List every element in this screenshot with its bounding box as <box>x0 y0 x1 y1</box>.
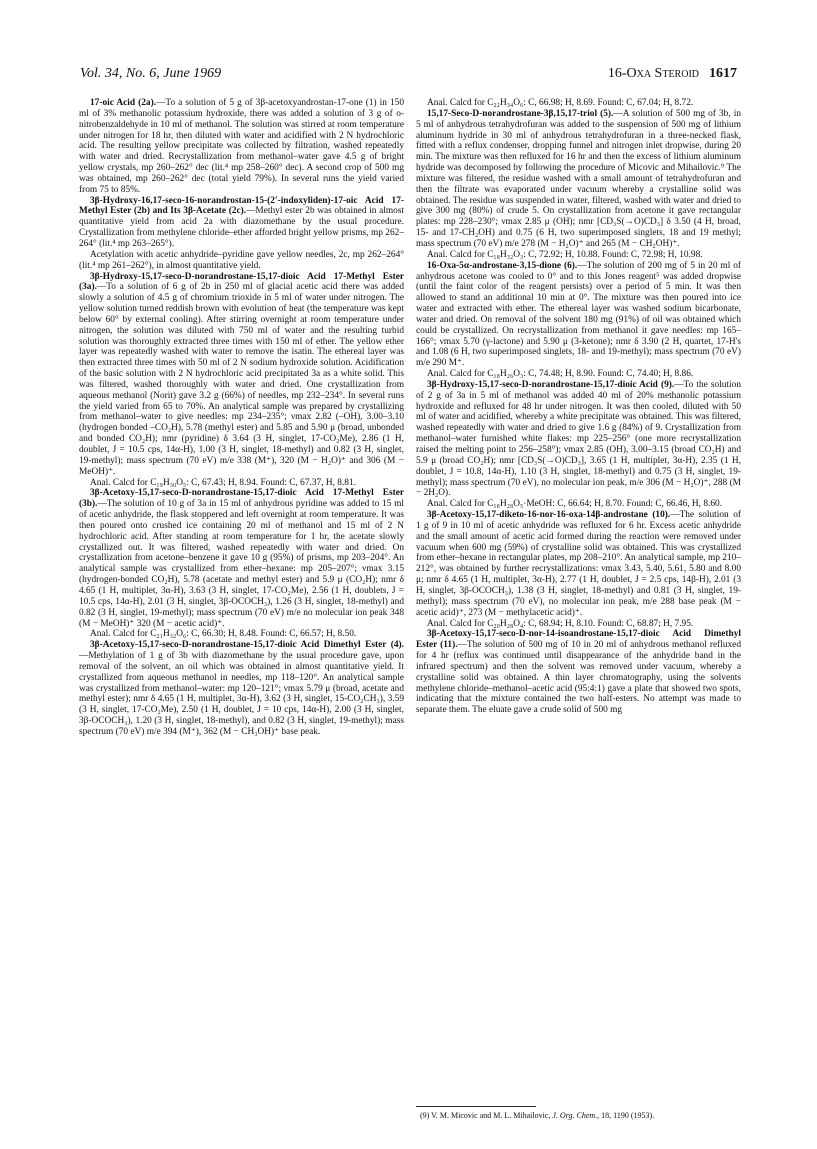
left-paragraph <box>79 640 404 738</box>
right-paragraph <box>416 629 741 716</box>
page-number: 1617 <box>709 66 737 81</box>
right-paragraph <box>416 619 741 630</box>
paragraph-text: Acetylation with acetic anhydride–pyridine gave yellow needles, 2c, mp 262–264° (lit.⁴ mp 261–262°), in almost quantitative yield. <box>79 249 404 271</box>
paragraph-heading: 17-oic Acid (2a). <box>90 98 157 108</box>
paragraph-heading: 3β-Acetoxy-15,17-seco-D-norandrostane-15,17-dioic Acid Dimethyl Ester (4). <box>90 640 404 651</box>
paragraph-text: —To a solution of 5 g of 3β-acetoxyandrostan-17-one (1) in 150 ml of 3% methanolic potassium hydroxide, there was added a solution of 3 g of o-nitrobenzaldehyde in 10 ml of methanol. The solution was stirred at room temperature under nitrogen for 18 hr, then diluted with water and acidified with 2 N hydrochloric acid. The resulting yellow precipitate was collected by filtration, washed repeatedly with water and dried. Recrystallization from methanol–water gave 4.5 g of bright yellow crystals, mp 260–262° dec (lit.⁴ mp 258–260° dec). A second crop of 500 mg was obtained, mp 260–262° dec (total yield 79%). In several runs the yield varied from 75 to 85%. <box>79 98 404 195</box>
journal-volume: Vol. 34, No. 6, June 1969 <box>80 66 222 81</box>
right-paragraph <box>416 250 741 261</box>
paragraph-heading: 3β-Hydroxy-15,17-seco-D-norandrostane-15,17-dioic Acid (9). <box>427 379 675 390</box>
paragraph-heading: 3β-Acetoxy-15,17-seco-D-norandrostane-15,17-dioic Acid 17-Methyl Ester (3b). <box>79 488 404 510</box>
running-title-text: 16-Oxa Steroid <box>607 66 699 81</box>
left-paragraph <box>79 488 404 629</box>
paragraph-text: —Methylation of 1 g of 3b with diazomethane by the usual procedure gave, upon removal of the solvent, an oil which was obtained in almost quantitative yield. It crystallized from aqueous methanol in needles, mp 118–120°. An analytical sample was crystallized from methanol–water: mp 120–121°; νmax 5.79 μ (broad, acetate and methyl ester); nmr δ 4.65 (1 H, multiplet, 3α-H), 3.62 (3 H, singlet, 15-CO₂CH₃), 3.59 (3 H, singlet, 17-CO₂Me), 2.50 (1 H, doublet, J = 10 cps, 14α-H), 2.00 (3 H, singlet, 3β-OCOCH₃), 1.20 (3 H, singlet, 18-methyl), and 0.82 (3 H, singlet, 19-methyl); mass spectrum (70 eV) m/e 394 (M⁺), 362 (M − CH₃OH)⁺ base peak. <box>79 651 404 737</box>
right-paragraph <box>416 499 741 510</box>
paragraph-text: Anal. Calcd for C₁₈H₃₂O₃: C, 72.92; H, 10.88. Found: C, 72.98; H, 10.98. <box>427 249 703 260</box>
left-paragraph <box>79 250 404 272</box>
paragraph-text: —Methyl ester 2b was obtained in almost quantitative yield from acid 2a with diazomethane by the usual procedure. Crystallization from methylene chloride–ether afforded bright yellow prisms, mp 262–264° (lit.⁴ mp 263–265°). <box>79 206 404 249</box>
right-paragraph <box>416 380 741 499</box>
paragraph-text: Anal. Calcd for C₂₂H₃₄O₆: C, 66.98; H, 8.69. Found: C, 67.04; H, 8.72. <box>427 98 694 108</box>
left-column <box>79 98 404 738</box>
footnote-journal: J. Org. Chem. <box>552 1111 598 1120</box>
paragraph-text: —To the solution of 2 g of 3a in 5 ml of methanol was added 40 ml of 20% methanolic potassium hydroxide and refluxed for 48 hr under nitrogen. It was then cooled, diluted with 50 ml of water and acidified, whereby a white precipitate was obtained. This was filtered, washed repeatedly with water and dried to give 1.6 g (84%) of 9. Crystallization from methanol–water furnished white flakes: mp 225–256° (one more recrystallization raised the melting point to 256–258°); νmax 2.85 (OH), 3.00–3.15 (broad CO₂H) and 5.9 μ (broad CO₂H); nmr [CD₃S(→O)CD₃], 3.65 (1 H, multiplet, 3α-H), 2.35 (1 H, doublet, J = 10.8, 14α-H), 1.10 (3 H, singlet, 18-methyl) and 0.75 (3 H, singlet, 19-methyl); mass spectrum (70 eV), no molecular ion peak, m/e 306 (M − H₂O)⁺, 288 (M − 2H₂O). <box>416 379 741 499</box>
footnote-rule <box>416 1106 536 1107</box>
paragraph-text: Anal. Calcd for C₁₉H₃₀O₅: C, 67.43; H, 8.94. Found: C, 67.37, H, 8.81. <box>90 477 356 488</box>
paragraph-text: —The solution of 500 mg of 10 in 20 ml of anhydrous methanol refluxed for 4 hr (reflux was continued until disappearance of the anhydride band in the infrared spectrum) and then the solvent was removed under vacuum, whereby a crystalline solid was obtained. A thin layer chromatography, using the solvents methylene chloride–methanol–acetic acid (95:4:1) gave a plate that showed two spots, indicating that the mixture contained the two half-esters. No attempt was made to separate them. The eluate gave a crude solid of 500 mg <box>416 640 741 716</box>
paragraph-text: Anal. Calcd for C₁₈H₂₈O₅·MeOH: C, 66.64; H, 8.70. Found: C, 66.46, H, 8.60. <box>427 499 723 510</box>
footnote <box>420 1111 741 1121</box>
left-paragraph <box>79 98 404 196</box>
footnote-prefix: (9) V. M. Micovic and M. L. Mihailovic, <box>420 1111 553 1120</box>
paragraph-text: Anal. Calcd for C₂₁H₃₂O₆: C, 66.30; H, 8.48. Found: C, 66.57; H, 8.50. <box>90 629 357 640</box>
paragraph-text: —The solution of 200 mg of 5 in 20 ml of anhydrous acetone was cooled to 0° and to this Jones reagent⁵ was added dropwise (until the faint color of the reagent persists) over a period of 5 min. It was then allowed to stand an additional 10 min at 0°. The mixture was then poured into ice water and extracted with ether. The ethereal layer was washed sodium bicarbonate, water and dried. On removal of the solvent 180 mg (91%) of oil was obtained which could be crystallized. On recrystallization from methanol it gave needles: mp 165–166°; νmax 5.70 (γ-lactone) and 5.90 μ (3-ketone); nmr δ 3.90 (2 H, quartet, 17-H's and 1.08 (6 H, two superimposed singlets, 18- and 19-methyl); mass spectrum (70 eV) m/e 290 M⁺. <box>416 260 742 369</box>
left-paragraph <box>79 272 404 478</box>
paragraph-heading: 3β-Acetoxy-15,17-diketo-16-nor-16-oxa-14β-androstane (10). <box>427 510 671 521</box>
paragraph-text: Anal. Calcd for C₁₈H₂₆O₃: C, 74.48; H, 8.90. Found: C, 74.40; H, 8.86. <box>427 369 694 380</box>
right-column <box>416 98 741 716</box>
left-paragraph <box>79 196 404 250</box>
paragraph-text: —The solution of 1 g of 9 in 10 ml of acetic anhydride was refluxed for 6 hr. Excess acetic anhydride and the small amount of acetic acid formed during the reaction were removed under vacuum when 600 mg (59%) of crystalline solid was obtained. This was crystallized from ether–hexane in rectangular plates, mp 208–210°. An analytical sample, mp 210–212°, was obtained by further recrystallizations: νmax 3.43, 5.40, 5.61, 5.80 and 8.00 μ; nmr δ 4.65 (1 H, multiplet, 3α-H), 2.77 (1 H, doublet, J = 2.5 cps, 14β-H), 2.01 (3 H, singlet, 3β-OCOCH₃), 1.38 (3 H, singlet, 18-methyl) and 0.81 (3 H, singlet, 19-methyl); mass spectrum (70 eV), no molecular ion peak, m/e 288 base peak (M − acetic acid)⁺, 273 (M − methylacetic acid)⁺. <box>416 510 741 618</box>
running-header <box>80 66 737 88</box>
paragraph-heading: 3β-Hydroxy-16,17-seco-16-norandrostan-15-(2′-indoxyliden)-17-oic Acid 17-Methyl Ester (2b) and Its 3β-Acetate (2c). <box>79 195 404 217</box>
paragraph-text: —To a solution of 6 g of 2b in 250 ml of glacial acetic acid there was added slowly a solution of 4.5 g of chromium trioxide in 5 ml of water under nitrogen. The yellow solution turned reddish brown with evolution of heat (the temperature was kept below 60° by external cooling). After stirring overnight at room temperature under nitrogen, the solution was diluted with 750 ml of water and the resulting turbid solution was thoroughly extracted three times with 150 ml of ether. The yellow ether layer was repeatedly washed with water to remove the isatin. The ethereal layer was then extracted three times with 50 ml of 2 N sodium hydroxide solution. Acidification of the basic solution with 2 N hydrochloric acid precipitated 3a as a white solid. This was filtered, washed thoroughly with water and dried. One crystallization from aqueous methanol (Norit) gave 3.2 g (66%) of needles, mp 232–234°. In several runs the yield varied from 65 to 70%. An analytical sample was prepared by crystallizing from methanol–water to give needles: mp 234–235°; νmax 2.82 (–OH), 3.00–3.10 (hydrogen bonded –CO₂H), 5.78 (methyl ester) and 5.85 and 5.90 μ (broad, unbonded and bonded CO₂H); nmr (pyridine) δ 3.64 (3 H, singlet, 17-CO₂Me), 2.86 (1 H, doublet, J = 10.5 cps, 14α-H), 1.00 (3 H, singlet, 18-methyl) and 0.82 (3 H, singlet, 19-methyl); mass spectrum (70 eV) m/e 338 (M⁺), 320 (M − H₂O)⁺ and 306 (M − MeOH)⁺. <box>79 282 404 477</box>
right-paragraph <box>416 369 741 380</box>
paragraph-heading: 15,17-Seco-D-norandrostane-3β,15,17-triol (5). <box>427 108 614 119</box>
running-title <box>608 66 737 82</box>
paragraph-heading: 16-Oxa-5α-androstane-3,15-dione (6). <box>427 260 578 271</box>
right-paragraph <box>416 510 741 618</box>
footnote-rest: , 18, 1190 (1953). <box>597 1111 655 1120</box>
right-paragraph <box>416 261 741 369</box>
paragraph-text: Anal. Calcd for C₂₀H₂₈O₄: C, 68.94; H, 8.10. Found: C, 68.87; H, 7.95. <box>427 618 694 629</box>
left-paragraph <box>79 629 404 640</box>
paragraph-heading: 3β-Hydroxy-15,17-seco-D-norandrostane-15,17-dioic Acid 17-Methyl Ester (3a). <box>79 271 404 293</box>
left-paragraph <box>79 478 404 489</box>
paragraph-text: —A solution of 500 mg of 3b, in 5 ml of anhydrous tetrahydrofuran was added to the suspension of 500 mg of lithium aluminum hydride in 30 ml of anhydrous tetrahydrofuran in a three-necked flask, fitted with a reflux condenser, dropping funnel and nitrogen inlet dropwise, during 20 min. The mixture was then refluxed for 16 hr and then the excess of lithium aluminum hydride was decomposed by following the procedure of Micovic and Mihailovic.⁹ The mixture was filtered, the residue washed with a small amount of tetrahydrofuran and then the filtrate was evaporated under vacuum whereby a crystalline solid was obtained. The residue was suspended in water, filtered, washed with water and dried to give 300 mg (80%) of crude 5. On crystallization from acetone it gave rectangular plates: mp 228–230°; νmax 2.85 μ (OH); nmr [CD₃S(→O)CD₃] δ 3.50 (4 H, broad, 15- and 17-CH₂OH) and 0.75 (6 H, two superimposed singlets, 18 and 19 methyl; mass spectrum (70 eV) m/e 278 (M − H₂O)⁺ and 265 (M − CH₂OH)⁺. <box>416 108 741 249</box>
right-paragraph <box>416 98 741 109</box>
paragraph-text: —The solution of 10 g of 3a in 15 ml of anhydrous pyridine was added to 15 ml of acetic anhydride, the flask stoppered and left overnight at room temperature. It was then poured onto crushed ice containing 20 ml of methanol and 15 ml of 2 N hydrochloric acid. After standing at room temperature for 1 hr, the acetate slowly crystallized out. It was filtered, washed repeatedly with water and dried. On crystallization from acetone–benzene it gave 10 g (95%) of prisms, mp 203–204°. An analytical sample was crystallized from ether–hexane: mp 205–207°; νmax 3.15 (hydrogen-bonded CO₂H), 5.78 (acetate and methyl ester) and 5.9 μ (CO₂H); nmr δ 4.65 (1 H, multiplet, 3α-H), 3.63 (3 H, singlet, 17-CO₂Me), 2.56 (1 H, doublets, J = 10.5 cps, 14α-H), 2.01 (3 H, singlet, 3β-OCOCH₃), 1.26 (3 H, singlet, 18-methyl) and 0.82 (3 H, singlet, 19-methyl); mass spectrum (70 eV) m/e no molecular ion peak 348 (M − MeOH)⁺ 320 (M − acetic acid)⁺. <box>79 499 404 629</box>
right-paragraph <box>416 109 741 250</box>
paragraph-heading: 3β-Acetoxy-15,17-seco-D-nor-14-isoandrostane-15,17-dioic Acid Dimethyl Ester (11). <box>416 629 741 651</box>
